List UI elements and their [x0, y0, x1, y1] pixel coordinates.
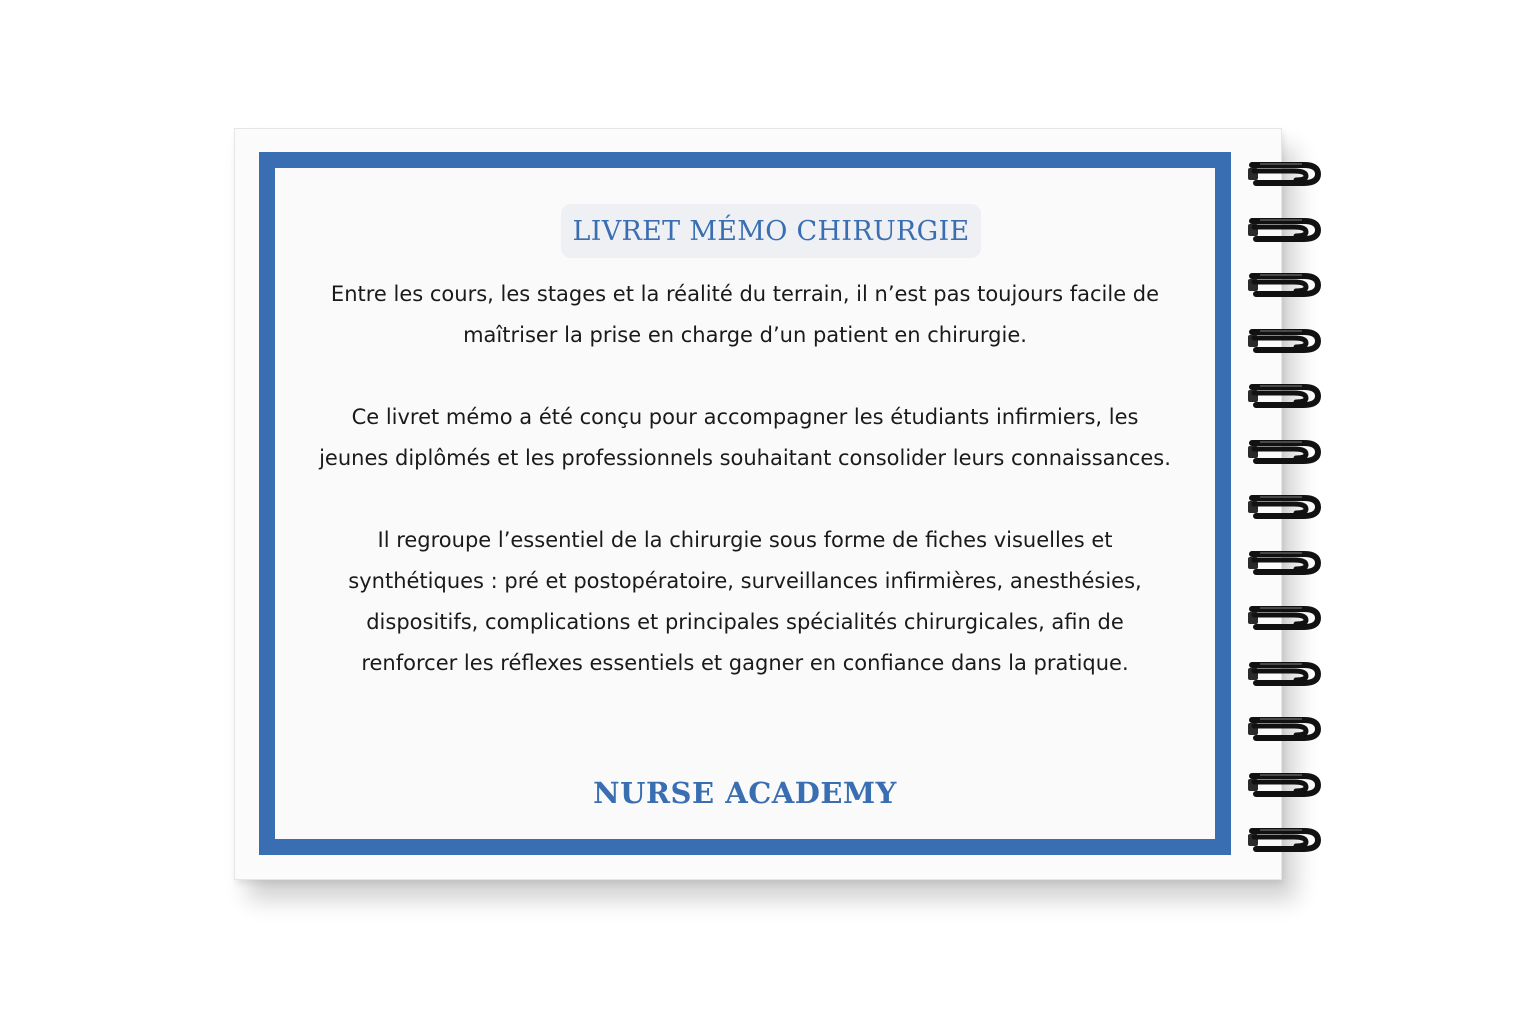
binding-ring: [1246, 327, 1322, 355]
binding-ring: [1246, 715, 1322, 743]
binding-ring: [1246, 771, 1322, 799]
binding-ring: [1246, 382, 1322, 410]
binding-ring: [1246, 160, 1322, 188]
binding-ring: [1246, 660, 1322, 688]
blue-border-frame: [259, 152, 1231, 855]
binding-ring: [1246, 826, 1322, 854]
paragraph-intro: Entre les cours, les stages et la réalité du terrain, il n’est pas toujours facile de maîtriser la prise en charge d’un patient en chirurgie.: [330, 282, 1160, 347]
binding-ring: [1246, 549, 1322, 577]
binding-ring: [1246, 438, 1322, 466]
card-body: [315, 274, 1175, 725]
card-title: LIVRET MÉMO CHIRURGIE: [561, 204, 981, 258]
spiral-binding-icon: [1246, 160, 1326, 870]
binding-ring: [1246, 271, 1322, 299]
paragraph-audience: Ce livret mémo a été conçu pour accompagner les étudiants infirmiers, les jeunes diplômés et les professionnels souhaitant consolider leurs connaissances.: [319, 405, 1171, 470]
notebook-page: [234, 128, 1282, 880]
binding-ring: [1246, 216, 1322, 244]
paragraph-contents: Il regroupe l’essentiel de la chirurgie sous forme de fiches visuelles et synthétiques : pré et postopératoire, surveillances infirmières, anesthésies, dispositifs, complications et principales spécialités chirurgicales, afin de renforcer les réflexes essentiels et gagner en confiance dans la pratique.: [348, 528, 1142, 675]
binding-ring: [1246, 604, 1322, 632]
brand-name: NURSE ACADEMY: [593, 776, 897, 810]
binding-ring: [1246, 493, 1322, 521]
content-card: [275, 168, 1215, 839]
